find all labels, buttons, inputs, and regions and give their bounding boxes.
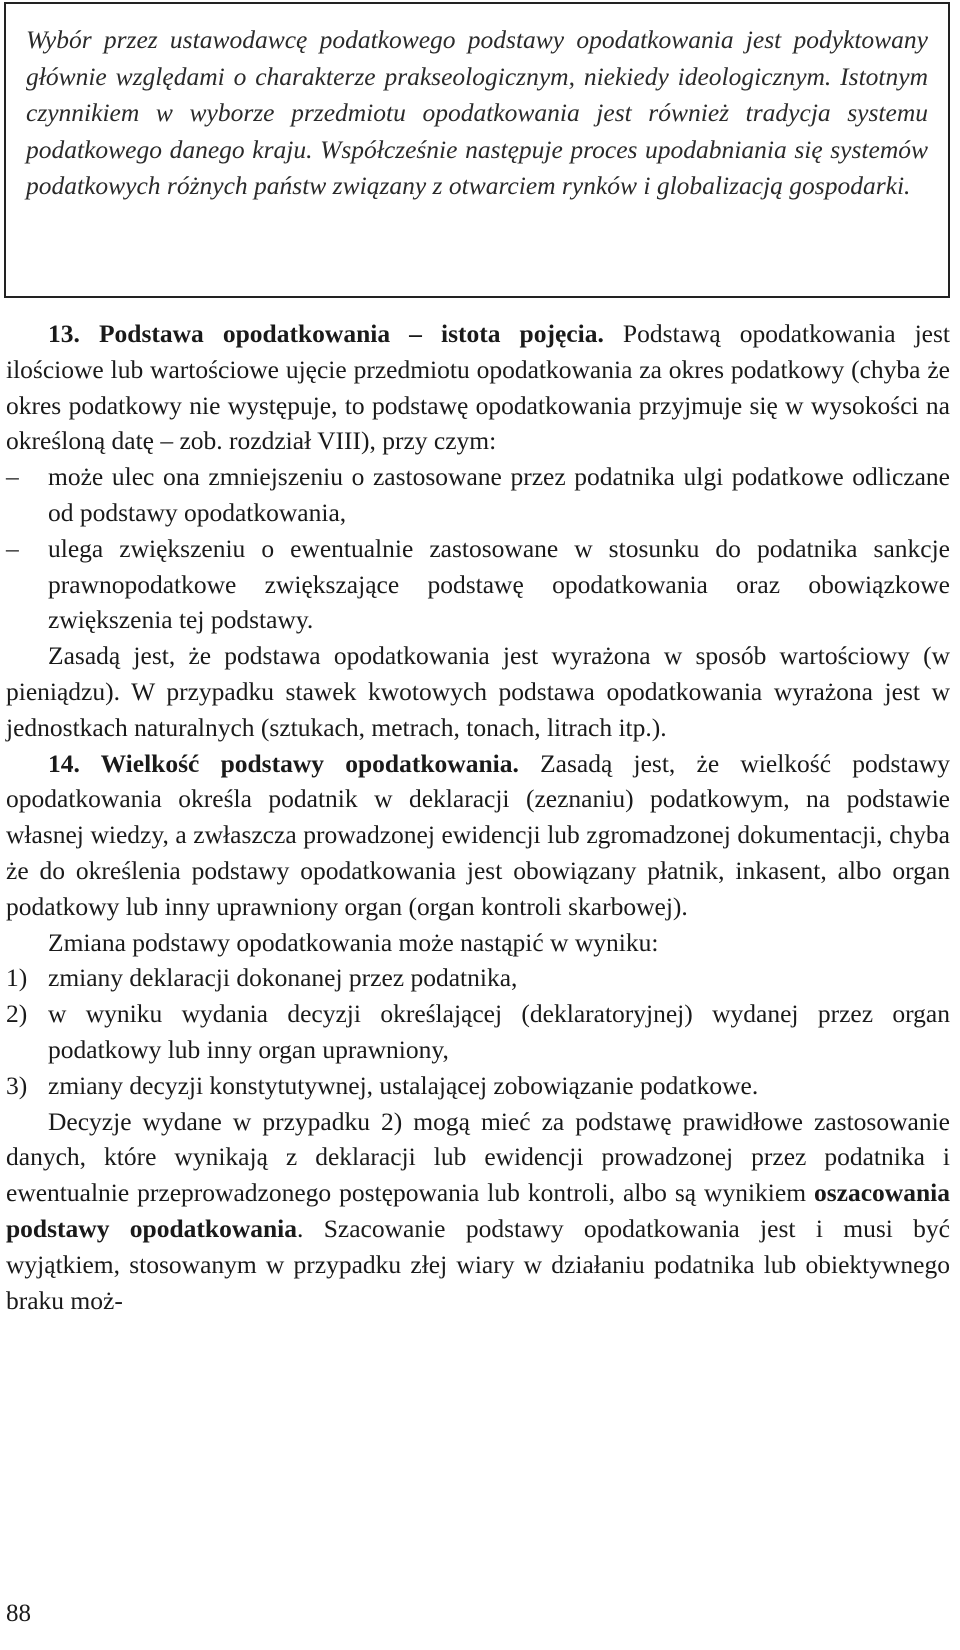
last-post: . Szacowanie podstawy opodatkowania jest i musi być wyjątkiem, stosowanym w przypadku złej wiary w działaniu podatnika lub obiektywnego braku moż- [6,1213,950,1315]
bullet-marker: – [6,462,19,492]
section-14-text: Zasadą jest, że wielkość podstawy opodatkowania określa podatnik w deklaracji (zeznaniu) podatkowym, na podstawie własnej wiedzy, a zwłaszcza prowadzonej ewidencji lub zgromadzonej dokumentacji, chyba że do określenia podstawy opodatkowania jest obowiązany płatnik, inkasent, albo organ podatkowy lub inny uprawniony organ (organ kontroli skarbowej). [6,748,950,921]
section-13-paragraph [6,316,950,459]
section-14-heading: 14. Wielkość podstawy opodatkowania. [48,748,519,778]
list-item [6,1068,950,1104]
item-number: 3) [6,1070,28,1100]
list-item [6,459,950,531]
box-text: Wybór przez ustawodawcę podatkowego podstawy opodatkowania jest podyktowany głównie względami o charakterze prakseologicznym, niekiedy ideologicznym. Istotnym czynnikiem w wyborze przedmiotu opodatkowania jest również tradycja systemu podatkowego danego kraju. Współcześnie następuje proces upodabniania się systemów podatkowych różnych państw związany z otwarciem rynków i globalizacją gospodarki. [26,25,928,201]
main-text [6,316,950,1318]
section-14-last-paragraph [6,1104,950,1319]
section-14-paragraph [6,746,950,925]
item-text: zmiany deklaracji dokonanej przez podatnika, [48,963,518,993]
list-item [6,960,950,996]
list-item [6,531,950,638]
section-13-text: Podstawą opodatkowania jest ilościowe lub wartościowe ujęcie przedmiotu opodatkowania za okres podatkowy (chyba że okres podatkowy nie występuje, to podstawę opodatkowania przyjmuje się w wysokości na określoną datę – zob. rozdział VIII), przy czym: [6,319,950,456]
section-13-heading: 13. Podstawa opodatkowania – istota pojęcia. [48,319,604,348]
bullet-text: ulega zwiększeniu o ewentualnie zastosowane w stosunku do podatnika sankcje prawnopodatkowe zwiększające podstawę opodatkowania oraz obowiązkowe zwiększenia tej podstawy. [48,533,950,635]
bullet-marker: – [6,533,19,563]
bullet-text: może ulec ona zmniejszeniu o zastosowane przez podatnika ulgi podatkowe odliczane od podstawy opodatkowania, [48,462,950,527]
section-14-intro: Zmiana podstawy opodatkowania może nastąpić w wyniku: [48,927,659,957]
item-text: w wyniku wydania decyzji określającej (deklaratoryjnej) wydanej przez organ podatkowy lub inny organ uprawniony, [48,999,950,1064]
section-13-paragraph-2: Zasadą jest, że podstawa opodatkowania jest wyrażona w sposób wartościowy (w pieniądzu). W przypadku stawek kwotowych podstawa opodatkowania wyrażona jest w jednostkach naturalnych (sztukach, metrach, tonach, litrach itp.). [6,641,950,742]
list-item [6,996,950,1068]
bold-term: oszacowania podstawy opodatkowania [6,1178,950,1243]
page-number: 88 [6,1600,31,1627]
item-text: zmiany decyzji konstytutywnej, ustalającej zobowiązanie podatkowe. [48,1070,759,1100]
item-number: 2) [6,999,28,1029]
highlight-box [4,2,950,298]
last-pre: Decyzje wydane w przypadku 2) mogą mieć za podstawę prawidłowe zastosowanie danych, które wynikają z deklaracji lub ewidencji prowadzonej przez podatnika i ewentualnie przeprowadzonego postępowania lub kontroli, albo są wynikiem [6,1106,950,1208]
item-number: 1) [6,963,28,993]
